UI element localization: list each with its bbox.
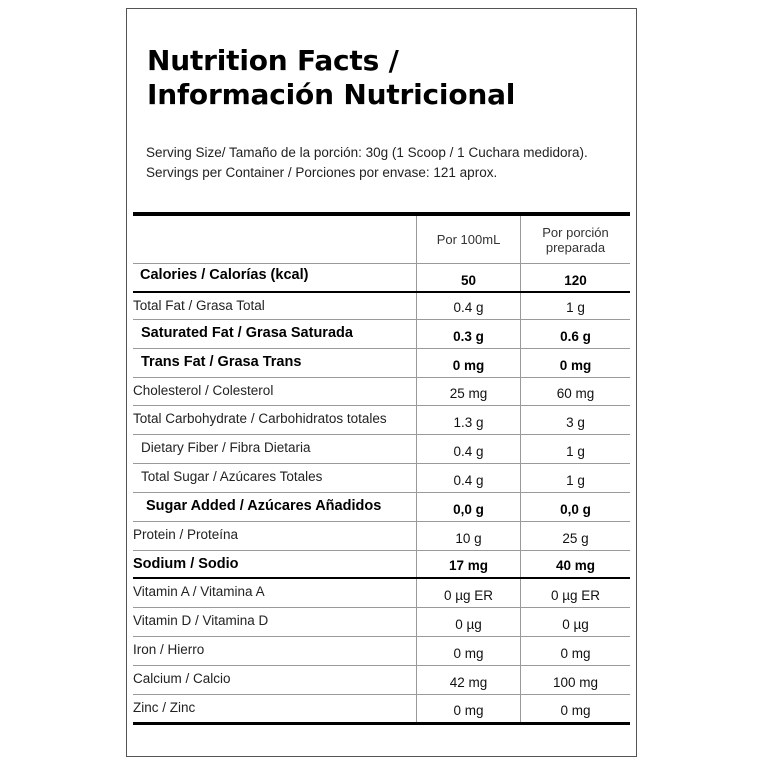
table-row-cholesterol [133, 378, 630, 406]
row-value-per-100ml: 50 [416, 264, 520, 291]
table-row-total-carbohydrate [133, 406, 630, 435]
row-value-per-100ml: 0.4 g [416, 435, 520, 463]
row-value-per-serving: 60 mg [520, 378, 630, 405]
row-value-per-serving: 1 g [520, 293, 630, 319]
table-row-total-fat [133, 293, 630, 320]
row-value-per-100ml: 0.3 g [416, 320, 520, 348]
row-value-per-100ml: 0 mg [416, 349, 520, 377]
row-value-per-100ml: 10 g [416, 522, 520, 550]
row-value-per-serving: 0 µg ER [520, 579, 630, 607]
row-label: Dietary Fiber / Fibra Dietaria [141, 440, 311, 455]
row-value-per-100ml: 0.4 g [416, 464, 520, 492]
row-value-per-serving: 0 mg [520, 349, 630, 377]
table-row-protein [133, 522, 630, 551]
table-row-calories [133, 264, 630, 293]
row-label: Iron / Hierro [133, 642, 205, 657]
title-line-spanish: Información Nutricional [147, 78, 516, 111]
nutrition-table [133, 212, 630, 725]
row-value-per-100ml: 42 mg [416, 666, 520, 694]
table-header-row [133, 216, 630, 264]
serving-info [146, 143, 588, 183]
title-line-english: Nutrition Facts / [147, 44, 399, 77]
table-row-iron [133, 637, 630, 666]
row-value-per-100ml: 0 µg ER [416, 579, 520, 607]
row-value-per-serving: 0,0 g [520, 493, 630, 521]
row-label: Calcium / Calcio [133, 671, 231, 686]
row-value-per-serving: 25 g [520, 522, 630, 550]
table-row-dietary-fiber [133, 435, 630, 464]
row-label: Zinc / Zinc [133, 700, 196, 715]
serving-size-text: Serving Size/ Tamaño de la porción: 30g (1 Scoop / 1 Cuchara medidora). [146, 145, 588, 160]
row-value-per-100ml: 0.4 g [416, 293, 520, 319]
row-value-per-serving: 0.6 g [520, 320, 630, 348]
table-row-sugar-added [133, 493, 630, 522]
row-label: Saturated Fat / Grasa Saturada [141, 325, 353, 341]
row-value-per-100ml: 0 mg [416, 695, 520, 722]
row-value-per-serving: 40 mg [520, 551, 630, 577]
row-label: Protein / Proteína [133, 527, 239, 542]
row-label: Trans Fat / Grasa Trans [141, 354, 302, 370]
row-value-per-100ml: 0 µg [416, 608, 520, 636]
row-value-per-100ml: 0 mg [416, 637, 520, 665]
row-value-per-serving: 0 µg [520, 608, 630, 636]
row-value-per-100ml: 17 mg [416, 551, 520, 577]
row-value-per-serving: 0 mg [520, 695, 630, 722]
table-row-calcium [133, 666, 630, 695]
table-row-total-sugar [133, 464, 630, 493]
row-label: Total Carbohydrate / Carbohidratos totales [133, 411, 387, 426]
row-label: Sugar Added / Azúcares Añadidos [146, 498, 382, 514]
row-value-per-100ml: 1.3 g [416, 406, 520, 434]
row-value-per-serving: 0 mg [520, 637, 630, 665]
row-value-per-serving: 1 g [520, 435, 630, 463]
table-row-vitamin-d [133, 608, 630, 637]
row-label: Sodium / Sodio [133, 556, 239, 572]
table-row-zinc [133, 695, 630, 725]
row-value-per-serving: 3 g [520, 406, 630, 434]
row-label: Calories / Calorías (kcal) [140, 267, 309, 283]
row-value-per-serving: 120 [520, 264, 630, 291]
row-value-per-serving: 100 mg [520, 666, 630, 694]
table-row-vitamin-a [133, 579, 630, 608]
row-label: Total Sugar / Azúcares Totales [141, 469, 323, 484]
row-value-per-100ml: 0,0 g [416, 493, 520, 521]
table-row-sodium [133, 551, 630, 579]
table-row-trans-fat [133, 349, 630, 378]
column-header-per-serving: Por porción preparada [520, 216, 630, 263]
row-value-per-serving: 1 g [520, 464, 630, 492]
header-spacer [133, 216, 416, 263]
servings-per-container-text: Servings per Container / Porciones por envase: 121 aprox. [146, 165, 498, 180]
row-value-per-100ml: 25 mg [416, 378, 520, 405]
row-label: Cholesterol / Colesterol [133, 383, 274, 398]
table-row-saturated-fat [133, 320, 630, 349]
column-header-per-100ml: Por 100mL [416, 216, 520, 263]
row-label: Vitamin A / Vitamina A [133, 584, 265, 599]
row-label: Total Fat / Grasa Total [133, 298, 265, 313]
label-title [147, 44, 515, 112]
row-label: Vitamin D / Vitamina D [133, 613, 269, 628]
